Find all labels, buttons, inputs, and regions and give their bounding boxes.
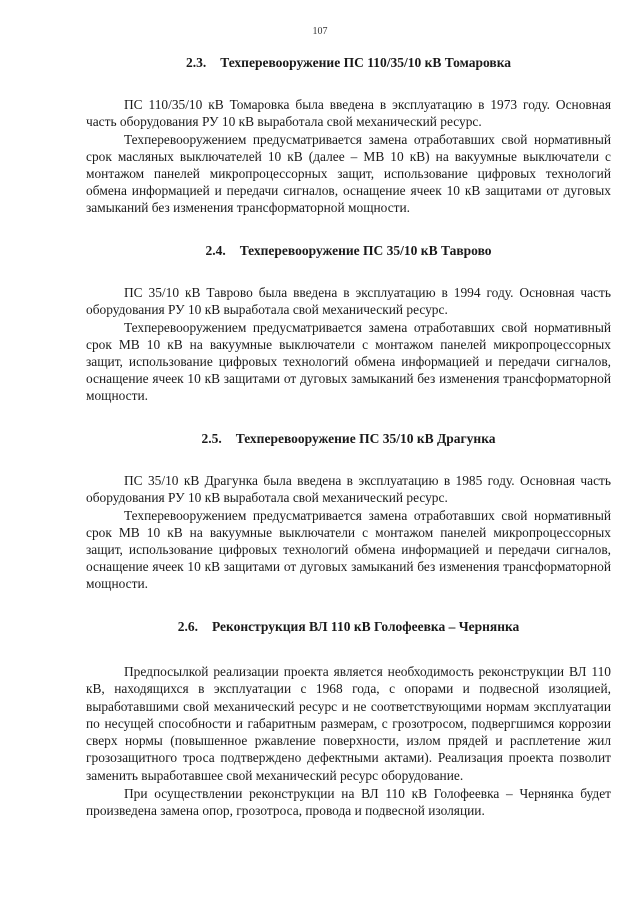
section-number: 2.3. [185,55,207,70]
section-heading [86,54,611,72]
paragraph: Техперевооружением предусматривается замена отработавших свой нормативный срок масляных выключателей 10 кВ (далее – МВ 10 кВ) на вакуумные выключатели с монтажом панелей микропроцессорных защит, использование цифровых технологий обмена информацией и передачи сигналов, оснащение ячеек 10 кВ защитами от дуговых замыканий без изменения трансформаторной мощности. [86,132,611,215]
paragraph: ПС 35/10 кВ Таврово была введена в эксплуатацию в 1994 году. Основная часть оборудования РУ 10 кВ выработала свой механический ресурс. [86,285,611,317]
section-2-5 [86,430,611,592]
section-2-3 [86,54,611,216]
section-2-6 [86,618,611,820]
paragraph: ПС 110/35/10 кВ Томаровка была введена в эксплуатацию в 1973 году. Основная часть оборудования РУ 10 кВ выработала свой механический ресурс. [86,97,611,129]
paragraph: ПС 35/10 кВ Драгунка была введена в эксплуатацию в 1985 году. Основная часть оборудования РУ 10 кВ выработала свой механический ресурс. [86,473,611,505]
section-heading [86,618,611,636]
section-2-4 [86,242,611,404]
section-number: 2.4. [205,243,226,258]
section-heading [86,242,611,260]
section-title: Техперевооружение ПС 110/35/10 кВ Томаровка [220,55,512,70]
section-title: Техперевооружение ПС 35/10 кВ Таврово [239,243,492,258]
section-title: Техперевооружение ПС 35/10 кВ Драгунка [235,431,496,446]
document-body [86,54,611,846]
section-number: 2.6. [177,619,198,634]
section-title: Реконструкция ВЛ 110 кВ Голофеевка – Чернянка [211,619,520,634]
paragraph: При осуществлении реконструкции на ВЛ 110 кВ Голофеевка – Чернянка будет произведена замена опор, грозотроса, провода и подвесной изоляции. [86,786,611,819]
paragraph: Техперевооружением предусматривается замена отработавших свой нормативный срок МВ 10 кВ на вакуумные выключатели с монтажом панелей микропроцессорных защит, использование цифровых технологий обмена информацией и передачи сигналов, оснащение ячеек 10 кВ защитами от дуговых замыканий без изменения трансформаторной мощности. [86,508,611,591]
paragraph: Предпосылкой реализации проекта является необходимость реконструкции ВЛ 110 кВ, находящихся в эксплуатации с 1968 года, с опорами и подвесной изоляцией, выработавшими свой механический ресурс и не соответствующими нормам эксплуатации по несущей способности и габаритным размерам, с грозотросом, подвергшимся коррозии сверх нормы (повышенное ржавление поверхности, излом прядей и расплетение жил грозозащитного троса подтверждено дефектными актами). Реализация проекта позволит заменить выработавшее свой механический ресурс оборудование. [86,664,611,783]
section-number: 2.5. [201,431,222,446]
section-heading [86,430,611,448]
paragraph: Техперевооружением предусматривается замена отработавших свой нормативный срок МВ 10 кВ на вакуумные выключатели с монтажом панелей микропроцессорных защит, использование цифровых технологий обмена информацией и передачи сигналов, оснащение ячеек 10 кВ защитами от дуговых замыканий без изменения трансформаторной мощности. [86,320,611,403]
page-number: 107 [312,26,328,37]
